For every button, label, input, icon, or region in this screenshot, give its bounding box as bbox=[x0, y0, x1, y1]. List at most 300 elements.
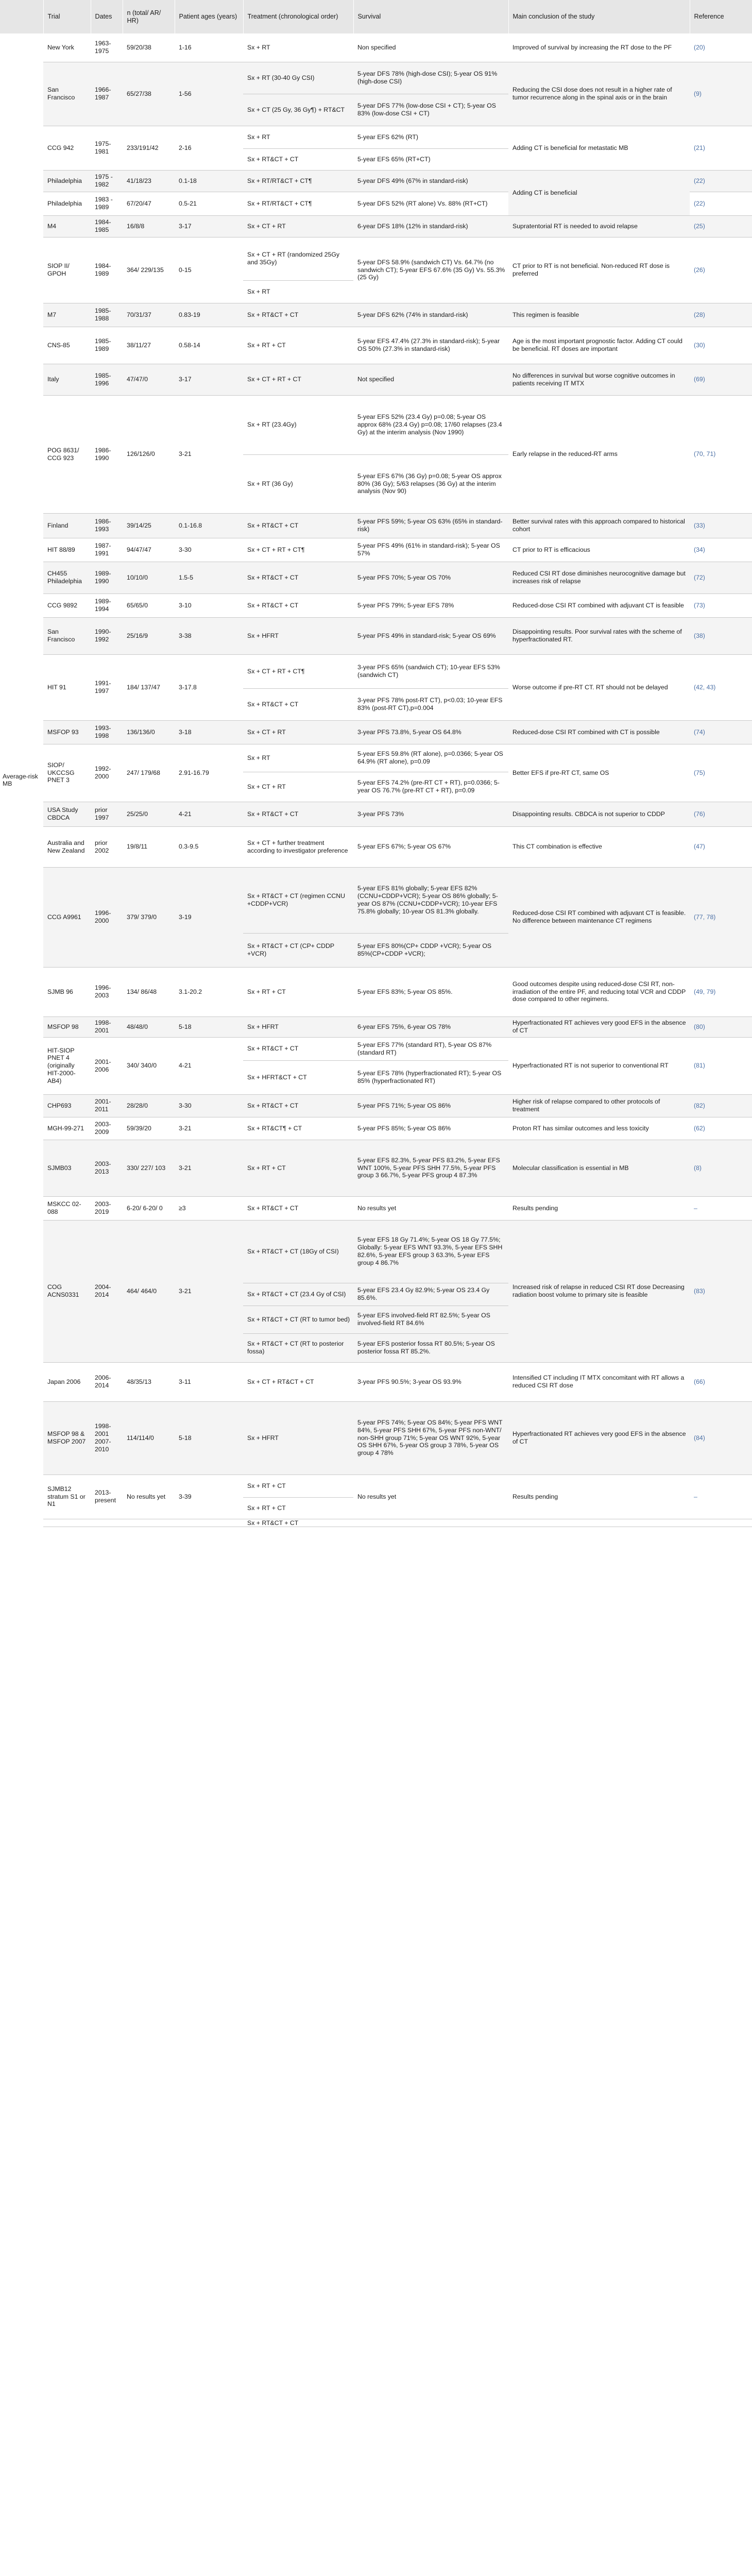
ages-cell: 3-21 bbox=[175, 1140, 243, 1196]
survival-cell: 5-year PFS 85%; 5-year OS 86% bbox=[353, 1117, 508, 1140]
conclusion-cell: Higher risk of relapse compared to other protocols of treatment bbox=[508, 1094, 690, 1117]
treatment-cell: Sx + RT (23.4Gy) bbox=[243, 395, 353, 454]
conclusion-cell: This CT combination is effective bbox=[508, 826, 690, 867]
reference-cell: (80) bbox=[690, 1016, 752, 1037]
ages-cell: 3-17 bbox=[175, 215, 243, 237]
conclusion-cell: Better survival rates with this approach compared to historical cohort bbox=[508, 513, 690, 538]
dates-cell: 1986-1990 bbox=[91, 395, 123, 513]
ages-cell: 3-17.8 bbox=[175, 654, 243, 720]
dates-cell: 1989-1990 bbox=[91, 562, 123, 594]
conclusion-cell: Reducing the CSI dose does not result in a higher rate of tumor recurrence along in the spinal axis or in the brain bbox=[508, 62, 690, 126]
header-ages: Patient ages (years) bbox=[175, 0, 243, 33]
table-row bbox=[0, 327, 752, 364]
table-row bbox=[0, 562, 752, 594]
treatment-cell: Sx + RT&CT + CT bbox=[243, 1037, 353, 1060]
dates-cell: 1975 - 1982 bbox=[91, 170, 123, 192]
treatment-cell: Sx + CT + RT&CT + CT bbox=[243, 1362, 353, 1401]
table-row bbox=[0, 654, 752, 688]
reference-cell: (49, 79) bbox=[690, 967, 752, 1016]
header-trial: Trial bbox=[43, 0, 91, 33]
ages-cell: 3-19 bbox=[175, 867, 243, 967]
table-row bbox=[0, 1475, 752, 1497]
trial-cell: HIT 91 bbox=[43, 654, 91, 720]
n-cell: No results yet bbox=[123, 1475, 175, 1519]
conclusion-cell: Supratentorial RT is needed to avoid relapse bbox=[508, 215, 690, 237]
reference-cell: (34) bbox=[690, 538, 752, 562]
conclusion-cell: CT prior to RT is efficacious bbox=[508, 538, 690, 562]
treatment-cell: Sx + RT + CT bbox=[243, 967, 353, 1016]
n-cell: 59/39/20 bbox=[123, 1117, 175, 1140]
dates-cell: 2003-2019 bbox=[91, 1196, 123, 1220]
reference-cell: (8) bbox=[690, 1140, 752, 1196]
trial-cell: HIT 88/89 bbox=[43, 538, 91, 562]
survival-cell: 5-year EFS 59.8% (RT alone), p=0.0366; 5-year OS 64.9% (RT alone), p=0.09 bbox=[353, 744, 508, 772]
header-reference: Reference bbox=[690, 0, 752, 33]
n-cell: 28/28/0 bbox=[123, 1094, 175, 1117]
trial-cell: San Francisco bbox=[43, 62, 91, 126]
table-row bbox=[0, 303, 752, 327]
dates-cell: 1990-1992 bbox=[91, 617, 123, 654]
treatment-cell: Sx + RT (36 Gy) bbox=[243, 454, 353, 513]
reference-cell: (84) bbox=[690, 1401, 752, 1475]
dates-cell: 2006-2014 bbox=[91, 1362, 123, 1401]
ages-cell: 5-18 bbox=[175, 1016, 243, 1037]
treatment-cell: Sx + RT&CT + CT (23.4 Gy of CSI) bbox=[243, 1283, 353, 1306]
treatment-cell: Sx + RT (30-40 Gy CSI) bbox=[243, 62, 353, 94]
reference-cell: (21) bbox=[690, 126, 752, 170]
reference-cell: (42, 43) bbox=[690, 654, 752, 720]
table-body bbox=[0, 33, 752, 1527]
reference-cell: – bbox=[690, 1196, 752, 1220]
treatment-cell: Sx + RT&CT + CT (regimen CCNU +CDDP+VCR) bbox=[243, 867, 353, 933]
dates-cell: 1963-1975 bbox=[91, 33, 123, 62]
treatment-cell: Sx + RT&CT + CT (RT to posterior fossa) bbox=[243, 1333, 353, 1362]
survival-cell: 3-year PFS 73.8%, 5-year OS 64.8% bbox=[353, 720, 508, 744]
reference-cell: (74) bbox=[690, 720, 752, 744]
table-row bbox=[0, 364, 752, 395]
treatment-cell: Sx + CT + RT + CT¶ bbox=[243, 538, 353, 562]
reference-cell: (77, 78) bbox=[690, 867, 752, 967]
conclusion-cell: Reduced CSI RT dose diminishes neurocognitive damage but increases risk of relapse bbox=[508, 562, 690, 594]
trial-cell: CCG A9961 bbox=[43, 867, 91, 967]
ages-cell: 3.1-20.2 bbox=[175, 967, 243, 1016]
n-cell: 94/47/47 bbox=[123, 538, 175, 562]
treatment-cell: Sx + RT&CT + CT bbox=[243, 688, 353, 720]
survival-cell: 5-year DFS 49% (67% in standard-risk) bbox=[353, 170, 508, 192]
reference-cell: (75) bbox=[690, 744, 752, 802]
ages-cell: 3-21 bbox=[175, 1117, 243, 1140]
reference-cell: (22) bbox=[690, 192, 752, 215]
conclusion-cell: No differences in survival but worse cognitive outcomes in patients receiving IT MTX bbox=[508, 364, 690, 395]
table-row bbox=[0, 826, 752, 867]
table-row bbox=[0, 744, 752, 772]
conclusion-cell: Intensified CT including IT MTX concomitant with RT allows a reduced CSI RT dose bbox=[508, 1362, 690, 1401]
reference-cell: (70, 71) bbox=[690, 395, 752, 513]
dates-cell: 1996-2000 bbox=[91, 867, 123, 967]
table-row bbox=[0, 126, 752, 148]
table-row bbox=[0, 1016, 752, 1037]
n-cell: 233/191/42 bbox=[123, 126, 175, 170]
conclusion-cell: Good outcomes despite using reduced-dose CSI RT, non-irradiation of the entire PF, and reducing total VCR and CDDP dose compared to other regimens. bbox=[508, 967, 690, 1016]
dates-cell: 2001-2006 bbox=[91, 1037, 123, 1094]
table-row bbox=[0, 867, 752, 933]
ages-cell: 3-30 bbox=[175, 538, 243, 562]
survival-cell: 5-year PFS 70%; 5-year OS 70% bbox=[353, 562, 508, 594]
trial-cell: M7 bbox=[43, 303, 91, 327]
dates-cell: prior 2002 bbox=[91, 826, 123, 867]
survival-cell: 5-year EFS 47.4% (27.3% in standard-risk); 5-year OS 50% (27.3% in standard-risk) bbox=[353, 327, 508, 364]
dates-cell: 1984-1985 bbox=[91, 215, 123, 237]
table-row bbox=[0, 1037, 752, 1060]
header-group-cell bbox=[0, 0, 43, 33]
table-row bbox=[0, 1362, 752, 1401]
treatment-cell: Sx + HFRT bbox=[243, 1401, 353, 1475]
reference-cell: (28) bbox=[690, 303, 752, 327]
table-row bbox=[0, 720, 752, 744]
treatment-cell: Sx + CT + RT + CT bbox=[243, 364, 353, 395]
treatment-cell: Sx + CT + RT + CT¶ bbox=[243, 654, 353, 688]
table-row bbox=[0, 802, 752, 826]
dates-cell: prior 1997 bbox=[91, 802, 123, 826]
treatment-cell: Sx + RT&CT + CT bbox=[243, 594, 353, 617]
reference-cell: (9) bbox=[690, 62, 752, 126]
survival-cell: 5-year EFS 62% (RT) bbox=[353, 126, 508, 148]
header-row bbox=[0, 0, 752, 33]
n-cell: 25/16/9 bbox=[123, 617, 175, 654]
treatment-cell: Sx + RT + CT bbox=[243, 1140, 353, 1196]
dates-cell: 2003-2013 bbox=[91, 1140, 123, 1196]
conclusion-cell: Molecular classification is essential in MB bbox=[508, 1140, 690, 1196]
treatment-cell: Sx + RT&CT + CT bbox=[243, 1196, 353, 1220]
survival-cell: 5-year EFS posterior fossa RT 80.5%; 5-year OS posterior fossa RT 85.2%. bbox=[353, 1333, 508, 1362]
survival-cell: 5-year EFS 67% (36 Gy) p=0.08; 5-year OS approx 80% (36 Gy); 5/63 relapses (36 Gy) at the interim analysis (Nov 90) bbox=[353, 454, 508, 513]
dates-cell: 1998-2001 2007-2010 bbox=[91, 1401, 123, 1475]
header-n: n (total/ AR/ HR) bbox=[123, 0, 175, 33]
survival-cell bbox=[353, 1519, 508, 1527]
survival-cell: 5-year EFS 78% (hyperfractionated RT); 5-year OS 85% (hyperfractionated RT) bbox=[353, 1060, 508, 1094]
survival-cell: 5-year EFS 67%; 5-year OS 67% bbox=[353, 826, 508, 867]
dates-cell: 1993-1998 bbox=[91, 720, 123, 744]
n-cell: 247/ 179/68 bbox=[123, 744, 175, 802]
treatment-cell: Sx + RT&CT + CT bbox=[243, 1519, 353, 1527]
ages-cell: 3-11 bbox=[175, 1362, 243, 1401]
trial-cell: Finland bbox=[43, 513, 91, 538]
n-cell: 65/65/0 bbox=[123, 594, 175, 617]
header-survival: Survival bbox=[353, 0, 508, 33]
n-cell bbox=[123, 1519, 175, 1527]
survival-cell: 5-year EFS 74.2% (pre-RT CT + RT), p=0.0366; 5-year OS 76.7% (pre-RT CT + RT), p=0.09 bbox=[353, 772, 508, 802]
survival-cell: No results yet bbox=[353, 1475, 508, 1519]
trial-cell: CCG 9892 bbox=[43, 594, 91, 617]
reference-cell: (69) bbox=[690, 364, 752, 395]
conclusion-cell: Disappointing results. CBDCA is not superior to CDDP bbox=[508, 802, 690, 826]
n-cell: 184/ 137/47 bbox=[123, 654, 175, 720]
ages-cell: 2.91-16.79 bbox=[175, 744, 243, 802]
treatment-cell: Sx + CT + RT bbox=[243, 720, 353, 744]
group-label: Average-risk MB bbox=[3, 772, 38, 788]
reference-cell: (20) bbox=[690, 33, 752, 62]
dates-cell: 1984-1989 bbox=[91, 237, 123, 303]
ages-cell: 1.5-5 bbox=[175, 562, 243, 594]
treatment-cell: Sx + RT bbox=[243, 33, 353, 62]
treatment-cell: Sx + RT bbox=[243, 280, 353, 303]
conclusion-cell: CT prior to RT is not beneficial. Non-reduced RT dose is preferred bbox=[508, 237, 690, 303]
ages-cell: 1-56 bbox=[175, 62, 243, 126]
survival-cell: 5-year DFS 62% (74% in standard-risk) bbox=[353, 303, 508, 327]
survival-cell: 5-year EFS involved-field RT 82.5%; 5-year OS involved-field RT 84.6% bbox=[353, 1306, 508, 1333]
reference-cell: (38) bbox=[690, 617, 752, 654]
n-cell: 19/8/11 bbox=[123, 826, 175, 867]
trial-cell: SIOP/ UKCCSG PNET 3 bbox=[43, 744, 91, 802]
dates-cell: 1992-2000 bbox=[91, 744, 123, 802]
survival-cell: 5-year DFS 52% (RT alone) Vs. 88% (RT+CT) bbox=[353, 192, 508, 215]
n-cell: 134/ 86/48 bbox=[123, 967, 175, 1016]
table-row bbox=[0, 1094, 752, 1117]
treatment-cell: Sx + RT&CT + CT bbox=[243, 562, 353, 594]
survival-cell: 5-year PFS 49% in standard-risk; 5-year OS 69% bbox=[353, 617, 508, 654]
trial-cell: HIT-SIOP PNET 4 (originally HIT-2000-AB4) bbox=[43, 1037, 91, 1094]
treatment-cell: Sx + RT + CT bbox=[243, 327, 353, 364]
trial-cell: CHP693 bbox=[43, 1094, 91, 1117]
treatment-cell: Sx + RT&CT + CT bbox=[243, 148, 353, 170]
dates-cell: 1985-1988 bbox=[91, 303, 123, 327]
n-cell: 6-20/ 6-20/ 0 bbox=[123, 1196, 175, 1220]
treatment-cell: Sx + RT&CT + CT bbox=[243, 802, 353, 826]
n-cell: 65/27/38 bbox=[123, 62, 175, 126]
n-cell: 70/31/37 bbox=[123, 303, 175, 327]
table-row bbox=[0, 617, 752, 654]
dates-cell: 2004-2014 bbox=[91, 1220, 123, 1362]
trial-cell: SJMB12 stratum S1 or N1 bbox=[43, 1475, 91, 1519]
table-row bbox=[0, 395, 752, 454]
dates-cell: 2003-2009 bbox=[91, 1117, 123, 1140]
table-row bbox=[0, 215, 752, 237]
survival-cell: 5-year DFS 58.9% (sandwich CT) Vs. 64.7% (no sandwich CT); 5-year EFS 67.6% (35 Gy) Vs. 55.3% (25 Gy) bbox=[353, 237, 508, 303]
table-row bbox=[0, 1220, 752, 1283]
trial-cell: CH455 Philadelphia bbox=[43, 562, 91, 594]
dates-cell: 1975-1981 bbox=[91, 126, 123, 170]
n-cell: 136/136/0 bbox=[123, 720, 175, 744]
n-cell: 340/ 340/0 bbox=[123, 1037, 175, 1094]
treatment-cell: Sx + RT + CT bbox=[243, 1475, 353, 1497]
n-cell: 126/126/0 bbox=[123, 395, 175, 513]
n-cell: 38/11/27 bbox=[123, 327, 175, 364]
ages-cell: 3-30 bbox=[175, 1094, 243, 1117]
conclusion-cell: Results pending bbox=[508, 1196, 690, 1220]
trial-cell: M4 bbox=[43, 215, 91, 237]
reference-cell: – bbox=[690, 1475, 752, 1519]
header-treatment: Treatment (chronological order) bbox=[243, 0, 353, 33]
ages-cell: 3-38 bbox=[175, 617, 243, 654]
trial-cell: New York bbox=[43, 33, 91, 62]
conclusion-cell: Disappointing results. Poor survival rates with the scheme of hyperfractionated RT. bbox=[508, 617, 690, 654]
treatment-cell: Sx + RT/RT&CT + CT¶ bbox=[243, 170, 353, 192]
conclusion-cell: Adding CT is beneficial bbox=[508, 170, 690, 215]
n-cell: 39/14/25 bbox=[123, 513, 175, 538]
dates-cell: 2013-present bbox=[91, 1475, 123, 1519]
conclusion-cell: This regimen is feasible bbox=[508, 303, 690, 327]
trial-cell: CNS-85 bbox=[43, 327, 91, 364]
dates-cell: 1996-2003 bbox=[91, 967, 123, 1016]
ages-cell: 5-18 bbox=[175, 1401, 243, 1475]
trial-cell: MSKCC 02-088 bbox=[43, 1196, 91, 1220]
table-row bbox=[0, 237, 752, 280]
survival-cell: 5-year EFS 52% (23.4 Gy) p=0.08; 5-year OS approx 68% (23.4 Gy) p=0.08; 17/60 relapses (23.4 Gy) at the interim analysis (Nov 1990) bbox=[353, 395, 508, 454]
treatment-cell: Sx + CT + further treatment according to investigator preference bbox=[243, 826, 353, 867]
trial-cell: Japan 2006 bbox=[43, 1362, 91, 1401]
ages-cell: 4-21 bbox=[175, 1037, 243, 1094]
table-row bbox=[0, 170, 752, 192]
dates-cell: 1985-1996 bbox=[91, 364, 123, 395]
dates-cell: 1998-2001 bbox=[91, 1016, 123, 1037]
survival-cell: 5-year EFS 81% globally; 5-year EFS 82% (CCNU+CDDP+VCR); 5-year OS 86% globally; 5-year OS 87% (CCNU+CDDP+VCR); 10-year EFS 75.8% globally; 10-year OS 81.3% globally. bbox=[353, 867, 508, 933]
treatment-cell: Sx + CT (25 Gy, 36 Gy¶) + RT&CT bbox=[243, 94, 353, 126]
reference-cell: (72) bbox=[690, 562, 752, 594]
n-cell: 47/47/0 bbox=[123, 364, 175, 395]
ages-cell: 0.5-21 bbox=[175, 192, 243, 215]
conclusion-cell: Reduced-dose CSI RT combined with adjuvant CT is feasible bbox=[508, 594, 690, 617]
conclusion-cell: Adding CT is beneficial for metastatic MB bbox=[508, 126, 690, 170]
ages-cell: 3-18 bbox=[175, 720, 243, 744]
trial-cell: MSFOP 98 & MSFOP 2007 bbox=[43, 1401, 91, 1475]
survival-cell: 5-year EFS 82.3%, 5-year PFS 83.2%, 5-year EFS WNT 100%, 5-year PFS SHH 77.5%, 5-year PFS group 3 66.7%, 5-year PFS group 4 87.3% bbox=[353, 1140, 508, 1196]
survival-cell: 5-year PFS 59%; 5-year OS 63% (65% in standard-risk) bbox=[353, 513, 508, 538]
reference-cell: (62) bbox=[690, 1117, 752, 1140]
conclusion-cell: Proton RT has similar outcomes and less toxicity bbox=[508, 1117, 690, 1140]
survival-cell: 5-year EFS 77% (standard RT), 5-year OS 87% (standard RT) bbox=[353, 1037, 508, 1060]
conclusion-cell: Worse outcome if pre-RT CT. RT should not be delayed bbox=[508, 654, 690, 720]
treatment-cell: Sx + CT + RT bbox=[243, 215, 353, 237]
reference-cell: (76) bbox=[690, 802, 752, 826]
reference-cell: (22) bbox=[690, 170, 752, 192]
n-cell: 379/ 379/0 bbox=[123, 867, 175, 967]
survival-cell: Not specified bbox=[353, 364, 508, 395]
dates-cell: 1991-1997 bbox=[91, 654, 123, 720]
dates-cell: 1966-1987 bbox=[91, 62, 123, 126]
ages-cell: 3-39 bbox=[175, 1475, 243, 1519]
treatment-cell: Sx + RT&CT + CT (18Gy of CSI) bbox=[243, 1220, 353, 1283]
ages-cell: 1-16 bbox=[175, 33, 243, 62]
table-row bbox=[0, 967, 752, 1016]
conclusion-cell: Hyperfractionated RT achieves very good EFS in the absence of CT bbox=[508, 1401, 690, 1475]
ages-cell: 0.83-19 bbox=[175, 303, 243, 327]
trial-cell: Philadelphia bbox=[43, 170, 91, 192]
conclusion-cell: Early relapse in the reduced-RT arms bbox=[508, 395, 690, 513]
ages-cell: 3-10 bbox=[175, 594, 243, 617]
ages-cell: ≥3 bbox=[175, 1196, 243, 1220]
conclusion-cell bbox=[508, 1519, 690, 1527]
ages-cell: 0.58-14 bbox=[175, 327, 243, 364]
treatment-cell: Sx + HFRT bbox=[243, 1016, 353, 1037]
survival-cell: 5-year PFS 49% (61% in standard-risk); 5-year OS 57% bbox=[353, 538, 508, 562]
ages-cell: 3-17 bbox=[175, 364, 243, 395]
treatment-cell: Sx + CT + RT (randomized 25Gy and 35Gy) bbox=[243, 237, 353, 280]
n-cell: 59/20/38 bbox=[123, 33, 175, 62]
dates-cell: 1985-1989 bbox=[91, 327, 123, 364]
treatment-cell: Sx + RT&CT + CT bbox=[243, 303, 353, 327]
table-row bbox=[0, 1140, 752, 1196]
ages-cell: 0.1-16.8 bbox=[175, 513, 243, 538]
n-cell: 114/114/0 bbox=[123, 1401, 175, 1475]
ages-cell: 0.3-9.5 bbox=[175, 826, 243, 867]
n-cell: 464/ 464/0 bbox=[123, 1220, 175, 1362]
trial-cell: POG 8631/ CCG 923 bbox=[43, 395, 91, 513]
header-conclusion: Main conclusion of the study bbox=[508, 0, 690, 33]
survival-cell: 5-year PFS 74%; 5-year OS 84%; 5-year PFS WNT 84%, 5-year PFS SHH 67%, 5-year PFS non-WNT/ non-SHH group 71%; 5-year OS WNT 92%, 5-year OS SHH 67%, 5-year OS group 3 78%, 5-year OS group 4 78% bbox=[353, 1401, 508, 1475]
header-dates: Dates bbox=[91, 0, 123, 33]
dates-cell: 1983 - 1989 bbox=[91, 192, 123, 215]
table-row bbox=[0, 1117, 752, 1140]
trial-cell: Italy bbox=[43, 364, 91, 395]
reference-cell: (30) bbox=[690, 327, 752, 364]
survival-cell: 5-year DFS 77% (low-dose CSI + CT); 5-year OS 83% (low-dose CSI + CT) bbox=[353, 94, 508, 126]
trial-cell: San Francisco bbox=[43, 617, 91, 654]
survival-cell: No results yet bbox=[353, 1196, 508, 1220]
reference-cell: (33) bbox=[690, 513, 752, 538]
reference-cell bbox=[690, 1519, 752, 1527]
n-cell: 330/ 227/ 103 bbox=[123, 1140, 175, 1196]
survival-cell: 5-year EFS 65% (RT+CT) bbox=[353, 148, 508, 170]
survival-cell: 3-year PFS 90.5%; 3-year OS 93.9% bbox=[353, 1362, 508, 1401]
n-cell: 48/35/13 bbox=[123, 1362, 175, 1401]
table-row bbox=[0, 1401, 752, 1475]
dates-cell: 1989-1994 bbox=[91, 594, 123, 617]
survival-cell: 5-year EFS 23.4 Gy 82.9%; 5-year OS 23.4 Gy 85.6%. bbox=[353, 1283, 508, 1306]
trial-cell: SJMB 96 bbox=[43, 967, 91, 1016]
reference-cell: (66) bbox=[690, 1362, 752, 1401]
ages-cell: 3-21 bbox=[175, 395, 243, 513]
n-cell: 25/25/0 bbox=[123, 802, 175, 826]
survival-cell: 5-year EFS 80%(CP+ CDDP +VCR); 5-year OS 85%(CP+CDDP +VCR); bbox=[353, 933, 508, 967]
trial-cell: MSFOP 98 bbox=[43, 1016, 91, 1037]
dates-cell: 2001-2011 bbox=[91, 1094, 123, 1117]
treatment-cell: Sx + RT bbox=[243, 744, 353, 772]
treatment-cell: Sx + RT&CT¶ + CT bbox=[243, 1117, 353, 1140]
reference-cell: (82) bbox=[690, 1094, 752, 1117]
survival-cell: Non specified bbox=[353, 33, 508, 62]
conclusion-cell: Better EFS if pre-RT CT, same OS bbox=[508, 744, 690, 802]
ages-cell: 3-21 bbox=[175, 1220, 243, 1362]
ages-cell: 4-21 bbox=[175, 802, 243, 826]
survival-cell: 3-year PFS 65% (sandwich CT); 10-year EFS 53% (sandwich CT) bbox=[353, 654, 508, 688]
survival-cell: 6-year EFS 75%, 6-year OS 78% bbox=[353, 1016, 508, 1037]
table-row bbox=[0, 538, 752, 562]
conclusion-cell: Hyperfractionated RT achieves very good EFS in the absence of CT bbox=[508, 1016, 690, 1037]
dates-cell: 1986-1993 bbox=[91, 513, 123, 538]
survival-cell: 5-year EFS 18 Gy 71.4%; 5-year OS 18 Gy 77.5%; Globally: 5-year EFS WNT 93.3%, 5-year EFS SHH 82.6%, 5-year EFS group 3 63.3%, 5-year EFS group 4 86.7% bbox=[353, 1220, 508, 1283]
n-cell: 16/8/8 bbox=[123, 215, 175, 237]
table-row bbox=[0, 594, 752, 617]
survival-cell: 3-year PFS 73% bbox=[353, 802, 508, 826]
table-row bbox=[0, 62, 752, 94]
survival-cell: 5-year DFS 78% (high-dose CSI); 5-year OS 91% (high-dose CSI) bbox=[353, 62, 508, 94]
ages-cell: 0-15 bbox=[175, 237, 243, 303]
table-row bbox=[0, 513, 752, 538]
conclusion-cell: Results pending bbox=[508, 1475, 690, 1519]
treatment-cell: Sx + RT&CT + CT (RT to tumor bed) bbox=[243, 1306, 353, 1333]
survival-cell: 6-year DFS 18% (12% in standard-risk) bbox=[353, 215, 508, 237]
table-row bbox=[0, 1196, 752, 1220]
dates-cell bbox=[91, 1519, 123, 1527]
treatment-cell: Sx + CT + RT bbox=[243, 772, 353, 802]
treatment-cell: Sx + RT + CT bbox=[243, 1497, 353, 1519]
n-cell: 364/ 229/135 bbox=[123, 237, 175, 303]
conclusion-cell: Hyperfractionated RT is not superior to conventional RT bbox=[508, 1037, 690, 1094]
survival-cell: 5-year PFS 79%; 5-year EFS 78% bbox=[353, 594, 508, 617]
trial-cell: MGH-99-271 bbox=[43, 1117, 91, 1140]
conclusion-cell: Age is the most important prognostic factor. Adding CT could be beneficial. RT doses are important bbox=[508, 327, 690, 364]
n-cell: 67/20/47 bbox=[123, 192, 175, 215]
